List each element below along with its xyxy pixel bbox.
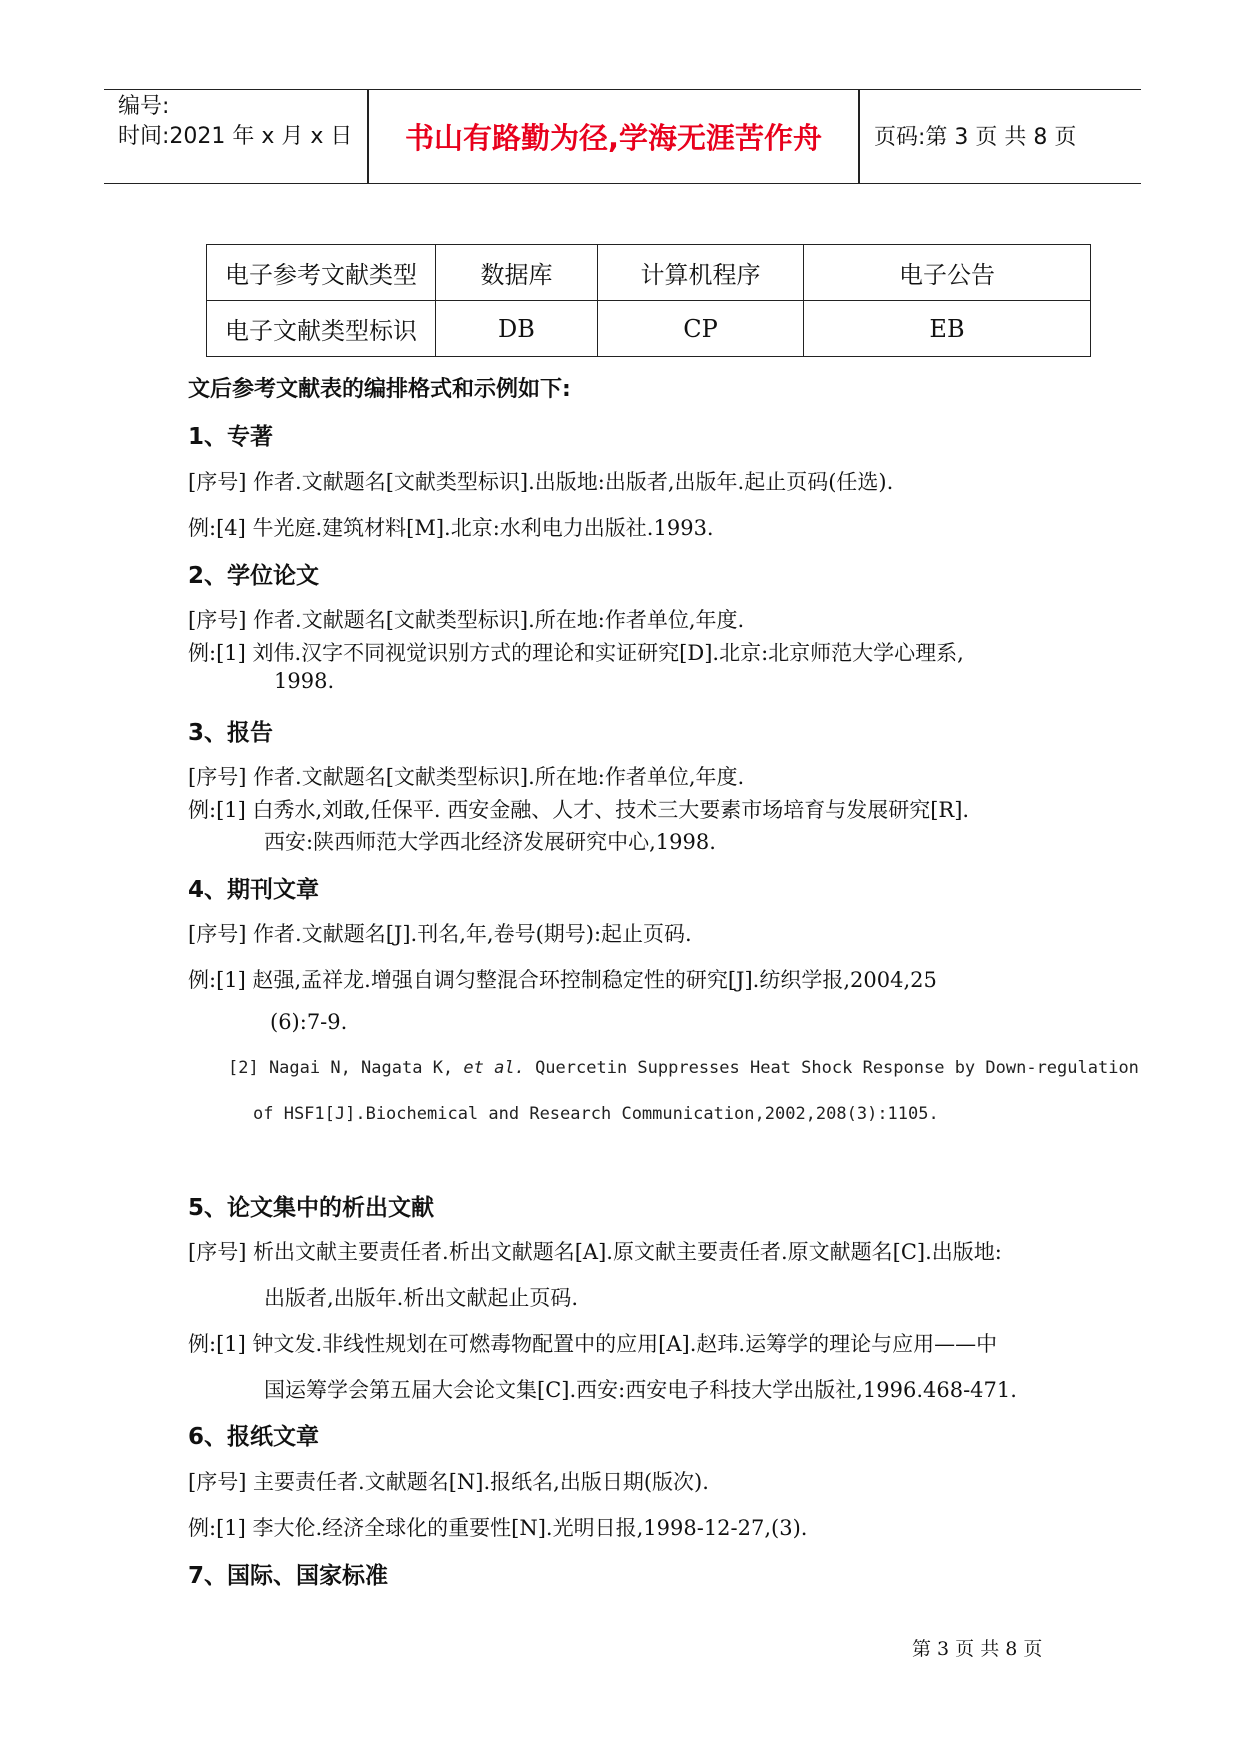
section-heading: 1、专著 [188, 424, 274, 450]
footer-page-number: 第 3 页 共 8 页 [912, 1638, 1043, 1660]
example-line: 例:[1] 白秀水,刘敢,任保平. 西安金融、人才、技术三大要素市场培育与发展研究[R]. [188, 798, 970, 822]
header-page-number: 页码:第 3 页 共 8 页 [874, 125, 1077, 150]
header-divider [858, 90, 860, 183]
english-example-etal: et al. [463, 1058, 525, 1078]
format-line: [序号] 作者.文献题名[文献类型标识].所在地:作者单位,年度. [188, 608, 745, 632]
table-cell: 电子文献类型标识 [207, 301, 436, 357]
table-cell: 电子参考文献类型 [207, 245, 436, 301]
english-example-title: Quercetin Suppresses Heat Shock Response by Down-regulation [524, 1058, 1139, 1078]
format-line: [序号] 作者.文献题名[文献类型标识].出版地:出版者,出版年.起止页码(任选). [188, 470, 894, 494]
header-meta [118, 92, 352, 152]
section-heading: 7、国际、国家标准 [188, 1563, 389, 1589]
section-heading: 6、报纸文章 [188, 1424, 320, 1450]
section-heading: 5、论文集中的析出文献 [188, 1195, 435, 1221]
example-continuation: 1998. [274, 669, 335, 693]
example-line: 例:[1] 钟文发.非线性规划在可燃毒物配置中的应用[A].赵玮.运筹学的理论与应用——中 [188, 1332, 998, 1356]
section-heading: 3、报告 [188, 720, 274, 746]
header-divider [367, 90, 369, 183]
example-line: 例:[4] 牛光庭.建筑材料[M].北京:水利电力出版社.1993. [188, 516, 714, 540]
format-line: [序号] 析出文献主要责任者.析出文献题名[A].原文献主要责任者.原文献题名[C].出版地: [188, 1240, 1002, 1264]
time-label: 时间:2021 年 x 月 x 日 [118, 124, 353, 149]
table-cell: EB [804, 301, 1091, 357]
example-continuation: (6):7-9. [270, 1010, 348, 1034]
intro-text: 文后参考文献表的编排格式和示例如下: [188, 377, 571, 402]
format-line: [序号] 主要责任者.文献题名[N].报纸名,出版日期(版次). [188, 1470, 709, 1494]
example-continuation: 西安:陕西师范大学西北经济发展研究中心,1998. [264, 830, 716, 854]
table-cell: 电子公告 [804, 245, 1091, 301]
table-cell: DB [436, 301, 598, 357]
english-example-continuation: of HSF1[J].Biochemical and Research Communication,2002,208(3):1105. [253, 1104, 939, 1124]
format-continuation: 出版者,出版年.析出文献起止页码. [264, 1286, 579, 1310]
table-row [207, 301, 1091, 357]
example-line: 例:[1] 赵强,孟祥龙.增强自调匀整混合环控制稳定性的研究[J].纺织学报,2004,25 [188, 968, 937, 992]
example-line: 例:[1] 李大伦.经济全球化的重要性[N].光明日报,1998-12-27,(3). [188, 1516, 808, 1540]
english-example-line [228, 1058, 1139, 1078]
page-header [104, 89, 1141, 184]
english-example-authors: [2] Nagai N, Nagata K, [228, 1058, 464, 1078]
electronic-type-table [206, 244, 1091, 357]
example-line: 例:[1] 刘伟.汉字不同视觉识别方式的理论和实证研究[D].北京:北京师范大学心理系, [188, 641, 964, 665]
table-cell: CP [598, 301, 804, 357]
table-cell: 数据库 [436, 245, 598, 301]
table-row [207, 245, 1091, 301]
section-heading: 4、期刊文章 [188, 877, 320, 903]
section-heading: 2、学位论文 [188, 563, 320, 589]
format-line: [序号] 作者.文献题名[文献类型标识].所在地:作者单位,年度. [188, 765, 745, 789]
format-line: [序号] 作者.文献题名[J].刊名,年,卷号(期号):起止页码. [188, 922, 692, 946]
header-motto: 书山有路勤为径,学海无涯苦作舟 [404, 121, 823, 155]
serial-label: 编号: [118, 94, 170, 119]
example-continuation: 国运筹学会第五届大会论文集[C].西安:西安电子科技大学出版社,1996.468-471. [264, 1378, 1017, 1402]
table-cell: 计算机程序 [598, 245, 804, 301]
